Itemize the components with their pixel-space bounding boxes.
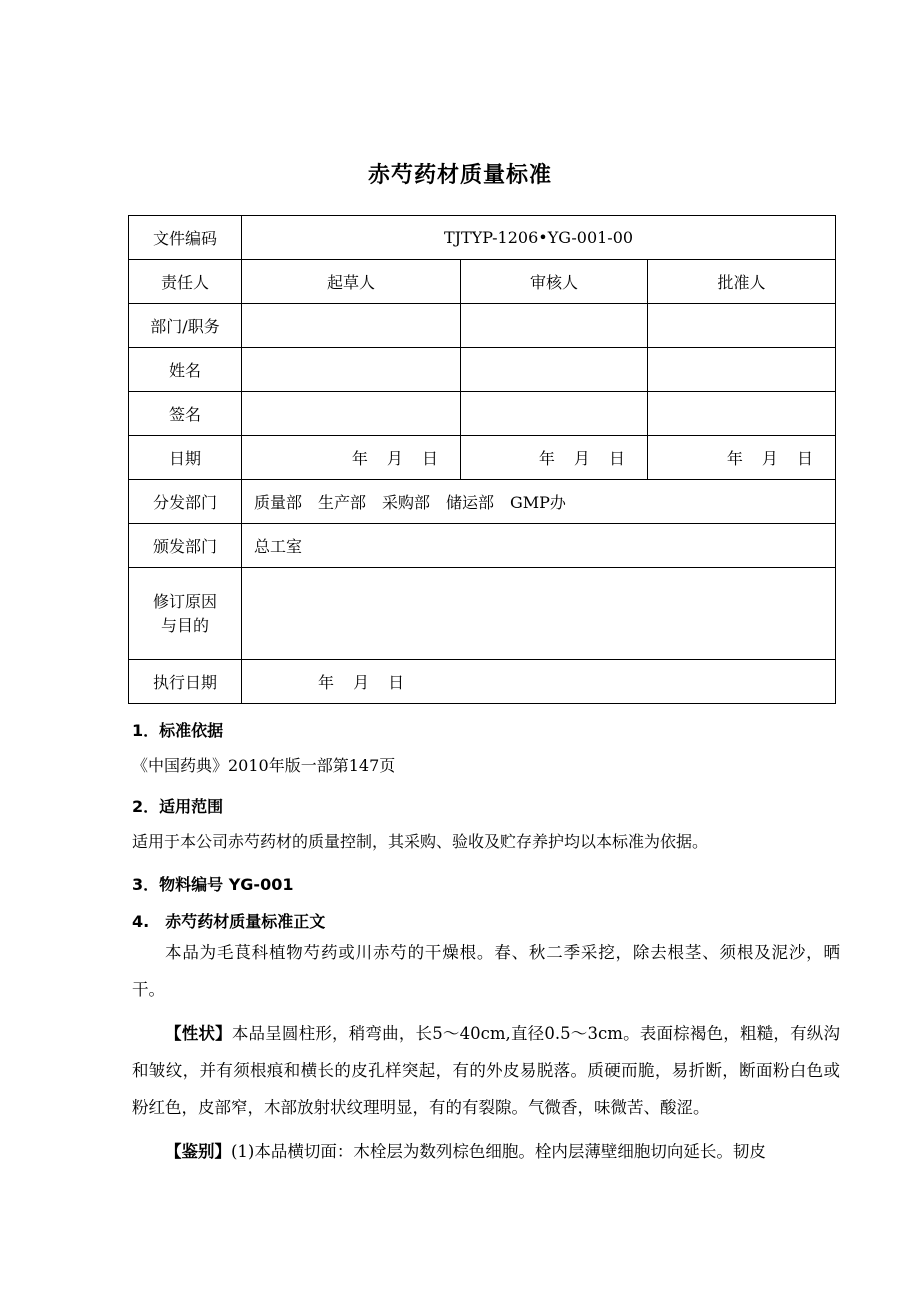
section-1-text: 《中国药典》2010年版一部第147页 [132,756,396,775]
description-text: 本品呈圆柱形，稍弯曲，长5～40cm,直径0.5～3cm。表面棕褐色，粗糙，有纵沟和皱纹，并有须根痕和横长的皮孔样突起，有的外皮易脱落。质硬而脆，易折断，断面粉白色或粉红色，皮部窄，木部放射状纹理明显，有的有裂隙。气微香，味微苦、酸涩。 [132,1024,840,1117]
identification-label: 【鉴别】 [165,1142,231,1161]
dept-drafter-cell[interactable] [242,304,461,348]
section-4-body [132,934,840,1170]
dept-label: 部门/职务 [129,304,242,348]
role-approver: 批准人 [648,260,836,304]
responsible-row [129,260,836,304]
date-approver: 年 月 日 [648,436,836,480]
dept-reviewer-cell[interactable] [461,304,648,348]
sign-approver-cell[interactable] [648,392,836,436]
date-row [129,436,836,480]
date-label: 日期 [129,436,242,480]
doc-code-value: TJTYP-1206•YG-001-00 [242,216,836,260]
section-4-title: 4. 赤芍药材质量标准正文 [132,912,326,931]
name-row [129,348,836,392]
exec-date-value: 年 月 日 [242,660,836,704]
distribution-value: 质量部 生产部 采购部 储运部 GMP办 [242,480,836,524]
distribution-row [129,480,836,524]
identification-text: (1)本品横切面：木栓层为数列棕色细胞。栓内层薄壁细胞切向延长。韧皮 [231,1142,766,1161]
sign-drafter-cell[interactable] [242,392,461,436]
doc-code-row [129,216,836,260]
dept-approver-cell[interactable] [648,304,836,348]
description-paragraph [132,1015,840,1126]
revision-value-cell[interactable] [242,568,836,660]
exec-date-label: 执行日期 [129,660,242,704]
section-1-title: 1．标准依据 [132,721,224,740]
revision-row [129,568,836,660]
intro-paragraph: 本品为毛茛科植物芍药或川赤芍的干燥根。春、秋二季采挖，除去根茎、须根及泥沙，晒干。 [132,943,840,999]
name-approver-cell[interactable] [648,348,836,392]
section-3-title: 3．物料编号 YG-001 [132,875,294,894]
document-info-table [128,215,836,704]
doc-code-label: 文件编码 [129,216,242,260]
section-2-text: 适用于本公司赤芍药材的质量控制，其采购、验收及贮存养护均以本标准为依据。 [132,832,709,851]
sign-label: 签名 [129,392,242,436]
sign-reviewer-cell[interactable] [461,392,648,436]
exec-date-row [129,660,836,704]
role-drafter: 起草人 [242,260,461,304]
revision-label-line2: 与目的 [160,615,209,635]
issue-label: 颁发部门 [129,524,242,568]
date-reviewer: 年 月 日 [461,436,648,480]
revision-label-line1: 修订原因 [152,591,217,611]
distribution-label: 分发部门 [129,480,242,524]
responsible-label: 责任人 [129,260,242,304]
name-reviewer-cell[interactable] [461,348,648,392]
name-label: 姓名 [129,348,242,392]
issue-value: 总工室 [242,524,836,568]
page-title: 赤芍药材质量标准 [367,163,552,188]
issue-row [129,524,836,568]
sign-row [129,392,836,436]
dept-row [129,304,836,348]
description-label: 【性状】 [165,1024,232,1043]
role-reviewer: 审核人 [461,260,648,304]
name-drafter-cell[interactable] [242,348,461,392]
date-drafter: 年 月 日 [242,436,461,480]
identification-paragraph [132,1133,840,1170]
revision-label [129,568,242,660]
section-2-title: 2．适用范围 [132,797,224,816]
